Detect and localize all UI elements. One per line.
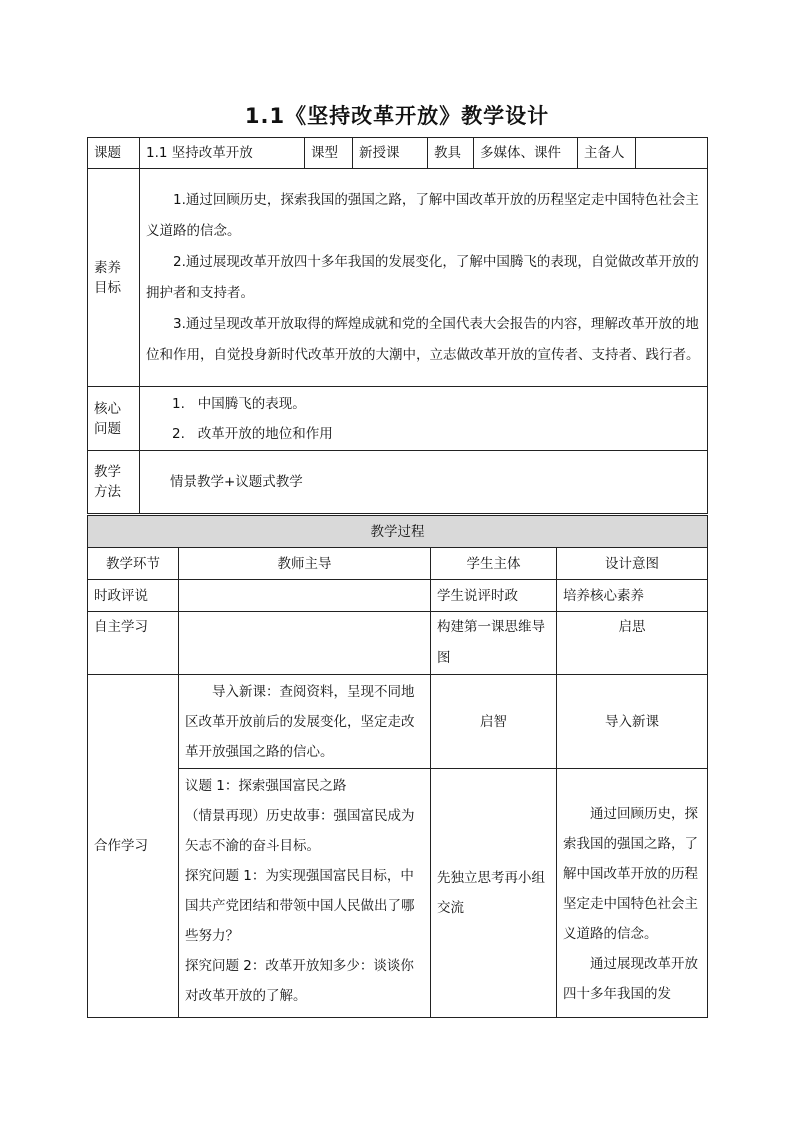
goal-item: 2.通过展现改革开放四十多年我国的发展变化，了解中国腾飞的表现，自觉做改革开放的拥护者和支持者。 [146, 253, 699, 301]
goals-label-line2: 目标 [94, 279, 121, 296]
goals-label-line1: 素养 [94, 259, 121, 276]
info-row-method [88, 451, 708, 514]
goal-item: 1.通过回顾历史，探索我国的强国之路，了解中国改革开放的历程坚定走中国特色社会主义道路的信念。 [146, 191, 699, 239]
page-title: 1.1《坚持改革开放》教学设计 [244, 104, 550, 128]
lesson-type-label: 课型 [305, 138, 353, 169]
table-row [88, 580, 708, 612]
column-header: 教师主导 [179, 548, 431, 580]
column-header: 学生主体 [431, 548, 557, 580]
column-header: 设计意图 [557, 548, 708, 580]
intent-text: 通过展现改革开放四十多年我国的发 [563, 956, 698, 1002]
goal-item: 3.通过呈现改革开放取得的辉煌成就和党的全国代表大会报告的内容，理解改革开放的地位和作用，自觉投身新时代改革开放的大潮中，立志做改革开放的宣传者、支持者、践行者。 [146, 315, 700, 363]
column-header: 教学环节 [88, 548, 179, 580]
teaching-aids-value: 多媒体、课件 [474, 138, 578, 169]
info-row-topic [88, 138, 708, 169]
stage-cell: 自主学习 [88, 612, 179, 675]
lesson-info-table [87, 137, 708, 514]
process-header-row [88, 516, 708, 548]
intent-cell [557, 769, 708, 1018]
method-value: 情景教学+议题式教学 [140, 451, 708, 514]
topic-value: 1.1 坚持改革开放 [140, 138, 305, 169]
stage-cell: 合作学习 [88, 675, 179, 1018]
topic-label: 课题 [88, 138, 140, 169]
info-row-core-issues [88, 387, 708, 451]
core-issue-item: 2. 改革开放的地位和作用 [172, 425, 333, 442]
table-row [88, 675, 708, 769]
teaching-aids-label: 教具 [428, 138, 474, 169]
teacher-text: 探究问题 1：为实现强国富民目标，中国共产党团结和带领中国人民做出了哪些努力？ [185, 868, 415, 944]
student-cell: 先独立思考再小组交流 [431, 769, 557, 1018]
teacher-cell [179, 612, 431, 675]
teacher-text: 探究问题 2：改革开放知多少：谈谈你对改革开放的了解。 [185, 958, 414, 1004]
info-row-goals [88, 169, 708, 387]
preparer-value [636, 138, 708, 169]
teacher-text: 导入新课：查阅资料，呈现不同地区改革开放前后的发展变化，坚定走改革开放强国之路的信心。 [185, 683, 415, 760]
intent-text: 通过回顾历史，探索我国的强国之路，了解中国改革开放的历程坚定走中国特色社会主义道路的信念。 [563, 806, 698, 942]
intent-cell: 启思 [557, 612, 708, 675]
column-header-row [88, 548, 708, 580]
table-row [88, 612, 708, 675]
student-cell: 构建第一课思维导图 [431, 612, 557, 675]
table-row [88, 769, 708, 1018]
core-label-line1: 核心 [94, 400, 121, 417]
teacher-cell [179, 675, 431, 769]
student-cell: 启智 [431, 675, 557, 769]
teacher-cell [179, 580, 431, 612]
teacher-text: 议题 1：探索强国富民之路 [185, 778, 347, 794]
student-cell: 学生说评时政 [431, 580, 557, 612]
core-issues-content [140, 387, 708, 451]
method-label-line2: 方法 [94, 484, 121, 500]
method-label [88, 451, 140, 514]
intent-cell: 导入新课 [557, 675, 708, 769]
method-label-line1: 教学 [94, 464, 121, 480]
process-header: 教学过程 [88, 516, 708, 548]
teacher-cell [179, 769, 431, 1018]
goals-content [140, 169, 708, 387]
intent-cell: 培养核心素养 [557, 580, 708, 612]
core-label-line2: 问题 [94, 420, 121, 437]
teacher-text: （情景再现）历史故事：强国富民成为矢志不渝的奋斗目标。 [185, 808, 415, 854]
lesson-type-value: 新授课 [353, 138, 428, 169]
teaching-process-table [87, 515, 708, 1018]
core-issues-label [88, 387, 140, 451]
core-issue-item: 1. 中国腾飞的表现。 [172, 395, 306, 412]
preparer-label: 主备人 [578, 138, 636, 169]
goals-label [88, 169, 140, 387]
stage-cell: 时政评说 [88, 580, 179, 612]
